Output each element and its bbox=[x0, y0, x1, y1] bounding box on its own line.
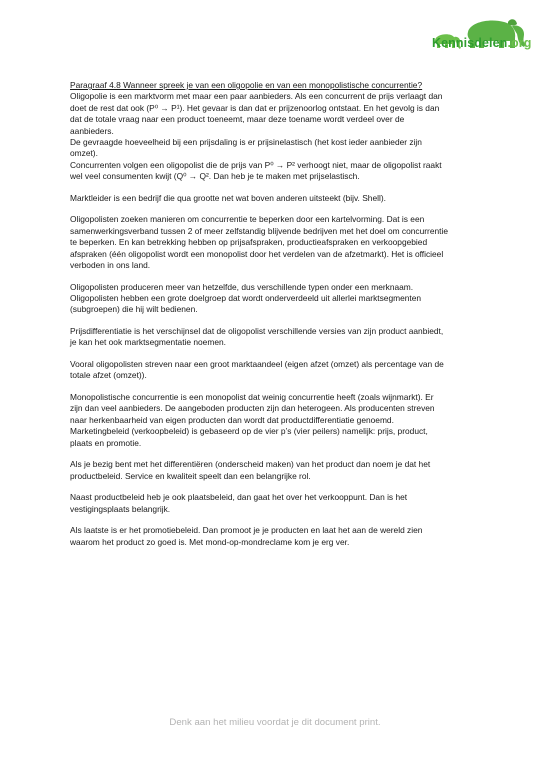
text-line: te beperken. En kan betrekking hebben op prijsafspraken, productieafspraken en verkoopgebied bbox=[70, 237, 428, 248]
text-line: je kan het ook marktsegmentatie noemen. bbox=[70, 337, 226, 348]
document-body bbox=[70, 80, 490, 558]
text-line: doet de rest dat ook (P⁰ → P¹). Het gevaar is dan dat er prijzenoorlog ontstaat. En het gevolg is dan bbox=[70, 102, 440, 113]
text-line: totale afzet (omzet)). bbox=[70, 370, 147, 381]
logo-domain: .org bbox=[507, 36, 532, 50]
text-line: productbeleid. Service en kwaliteit speelt dan een belangrijke rol. bbox=[70, 470, 311, 481]
text-line: Oligopolie is een marktvorm met maar een paar aanbieders. Als een concurrent de prijs verlaagt dan bbox=[70, 91, 443, 102]
text-line: vestigingsplaats belangrijk. bbox=[70, 503, 171, 514]
paragraph bbox=[70, 326, 490, 349]
text-line: Oligopolisten zoeken manieren om concurrentie te beperken door een kartelvorming. Dat is een bbox=[70, 214, 425, 225]
text-line: naar herkenbaarheid van eigen producten dan wordt dat productdifferentiatie genoemd. bbox=[70, 414, 394, 425]
text-line: Vooral oligopolisten streven naar een groot marktaandeel (eigen afzet (omzet) als percentage van de bbox=[70, 359, 444, 370]
paragraph bbox=[70, 359, 490, 382]
text-line: Oligopolisten hebben een grote doelgroep dat wordt onderverdeeld uit allerlei marktsegmenten bbox=[70, 293, 422, 304]
text-line: Concurrenten volgen een oligopolist die de prijs van P⁰ → P² verhoogt niet, maar de oligopolist raakt bbox=[70, 159, 442, 170]
text-line: Prijsdifferentiatie is het verschijnsel dat de oligopolist verschillende versies van zijn product aanbiedt, bbox=[70, 326, 444, 337]
paragraph bbox=[70, 492, 490, 515]
paragraph bbox=[70, 282, 490, 316]
text-line: Als laatste is er het promotiebeleid. Dan promoot je je producten en laat het aan de wereld zien bbox=[70, 525, 423, 536]
paragraph bbox=[70, 525, 490, 548]
section-paragraph-intro bbox=[70, 80, 490, 183]
kennisdelen-logo bbox=[420, 14, 538, 54]
text-line: wel veel consumenten kwijt (Q⁰ → Q². Dan heb je te maken met prijselastisch. bbox=[70, 171, 360, 182]
text-line: Naast productbeleid heb je ook plaatsbeleid, dan gaat het over het verkooppunt. Dan is het bbox=[70, 492, 408, 503]
text-line: plaats en promotie. bbox=[70, 437, 142, 448]
text-line: waarom het product zo goed is. Met mond-op-mondreclame kom je erg ver. bbox=[70, 536, 350, 547]
section-heading: Paragraaf 4.8 Wanneer spreek je van een oligopolie en van een monopolistische concurrentie? bbox=[70, 80, 423, 90]
text-line: Als je bezig bent met het differentiëren (onderscheid maken) van het product dan noem je dat het bbox=[70, 459, 431, 470]
text-line: Marktleider is een bedrijf die qua grootte net wat boven anderen uitsteekt (bijv. Shell). bbox=[70, 192, 386, 203]
text-line: samenwerkingsverband tussen 2 of meer zelfstandig blijvende bedrijven met het doel om concurrentie bbox=[70, 225, 449, 236]
paragraph bbox=[70, 214, 490, 271]
paragraph bbox=[70, 193, 490, 204]
footer-note: Denk aan het milieu voordat je dit document print. bbox=[169, 717, 381, 728]
paragraph bbox=[70, 392, 490, 449]
text-line: De gevraagde hoeveelheid bij een prijsdaling is er prijsinelastisch (het kost ieder aanbieder zijn bbox=[70, 137, 422, 148]
text-line: afspraken (één oligopolist wordt een monopolist door het verdelen van de afzetmarkt). Het is officieel bbox=[70, 248, 444, 259]
text-line: dat de totale vraag naar een product toeneemt, maar deze toename wordt verdeel over de bbox=[70, 114, 405, 125]
text-line: Marketingbeleid (verkoopbeleid) is gebaseerd op de vier p’s (vier peilers) namelijk: prijs, product, bbox=[70, 426, 428, 437]
text-line: omzet). bbox=[70, 148, 98, 159]
text-line: Monopolistische concurrentie is een monopolist dat weinig concurrentie heeft (zoals wijnmarkt). Er bbox=[70, 392, 434, 403]
text-line: Oligopolisten produceren meer van hetzelfde, dus verschillende typen onder een merknaam. bbox=[70, 281, 414, 292]
text-line: zijn dan veel aanbieders. De aangeboden producten zijn dan heterogeen. Als producenten streven bbox=[70, 403, 435, 414]
logo-name: Kennisdelen bbox=[432, 36, 508, 50]
logo-text bbox=[432, 36, 531, 50]
text-line: aanbieders. bbox=[70, 125, 114, 136]
paragraph bbox=[70, 459, 490, 482]
text-line: (subgroepen) die hij wilt bedienen. bbox=[70, 304, 198, 315]
text-line: verboden in ons land. bbox=[70, 260, 151, 271]
